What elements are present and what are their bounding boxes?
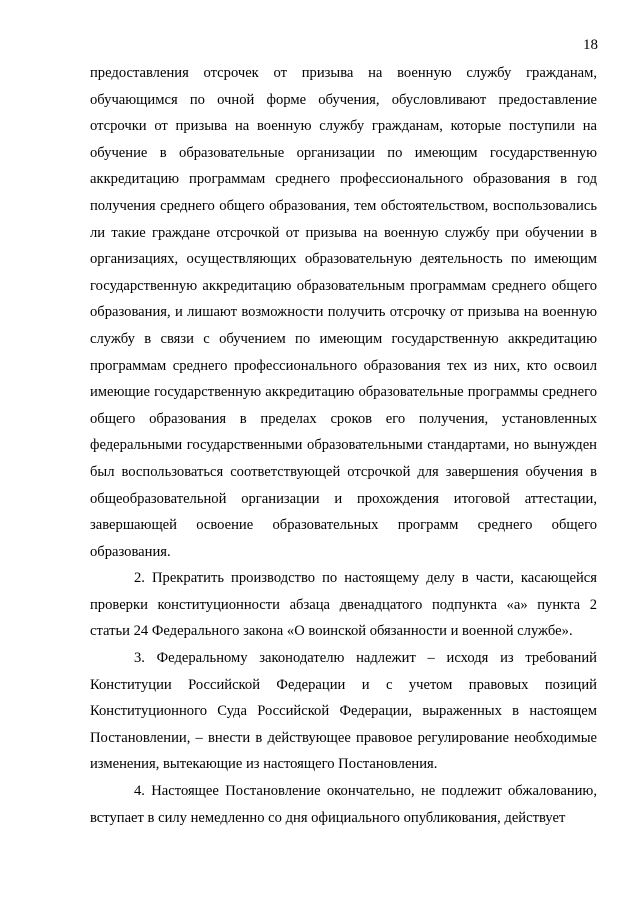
document-body <box>90 60 597 831</box>
paragraph-continuation: предоставления отсрочек от призыва на военную службу гражданам, обучающимся по очной форме обучения, обусловливают предоставление отсрочки от призыва на военную службу гражданам, которые поступили на обучение в образовательные организации по имеющим государственную аккредитацию программам среднего профессионального образования в год получения среднего общего образования, тем обстоятельством, воспользовались ли такие граждане отсрочкой от призыва на военную службу при обучении в организациях, осуществляющих образовательную деятельность по имеющим государственную аккредитацию образовательным программам среднего общего образования, и лишают возможности получить отсрочку от призыва на военную службу в связи с обучением по имеющим государственную аккредитацию программам среднего профессионального образования тех из них, кто освоил имеющие государственную аккредитацию образовательные программы среднего общего образования в пределах сроков его получения, установленных федеральными государственными образовательными стандартами, но вынужден был воспользоваться соответствующей отсрочкой для завершения обучения в общеобразовательной организации и прохождения итоговой аттестации, завершающей освоение образовательных программ среднего общего образования. <box>90 65 597 560</box>
paragraph-item-4: 4. Настоящее Постановление окончательно, не подлежит обжалованию, вступает в силу немедленно со дня официального опубликования, действует <box>90 783 597 826</box>
page-number: 18 <box>583 37 598 53</box>
paragraph-item-3: 3. Федеральному законодателю надлежит – исходя из требований Конституции Российской Федерации и с учетом правовых позиций Конституционного Суда Российской Федерации, выраженных в настоящем Постановлении, – внести в действующее правовое регулирование необходимые изменения, вытекающие из настоящего Постановления. <box>90 650 597 773</box>
paragraph-item-2: 2. Прекратить производство по настоящему делу в части, касающейся проверки конституционности абзаца двенадцатого подпункта «а» пункта 2 статьи 24 Федерального закона «О воинской обязанности и военной службе». <box>90 570 597 640</box>
